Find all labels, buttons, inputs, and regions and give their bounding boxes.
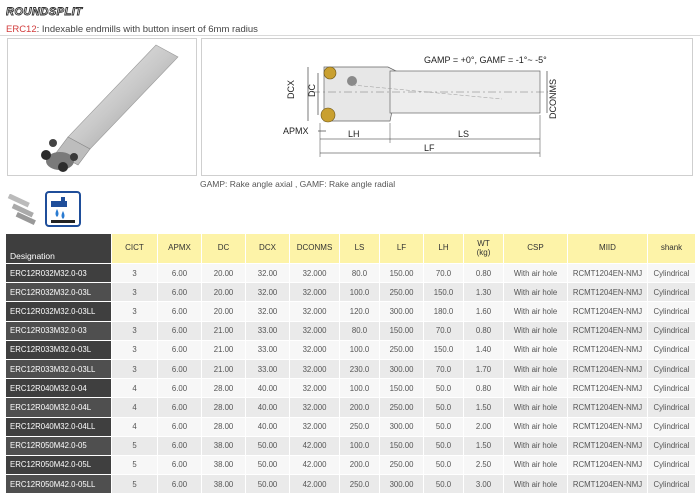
table-cell: 6.00 [158,417,202,436]
column-header: LS [340,234,380,264]
column-header: CICT [112,234,158,264]
table-cell: 50.00 [246,475,290,494]
table-cell: 6.00 [158,321,202,340]
table-cell: 6.00 [158,359,202,378]
product-photo [7,38,197,176]
table-cell: 150.0 [424,340,464,359]
table-cell: 28.00 [202,379,246,398]
table-cell: 200.0 [340,398,380,417]
table-cell: 120.0 [340,302,380,321]
table-cell: RCMT1204EN-NMJ [568,475,648,494]
table-row [6,283,696,302]
designation-cell: ERC12R050M42.0-05LL [6,475,112,494]
table-cell: With air hole [504,455,568,474]
table-cell: 6.00 [158,455,202,474]
designation-cell: ERC12R050M42.0-05 [6,436,112,455]
table-cell: 42.000 [290,475,340,494]
table-cell: 6.00 [158,264,202,283]
table-cell: 1.60 [464,302,504,321]
designation-cell: ERC12R033M32.0-03L [6,340,112,359]
coolant-faucet-icon [45,191,81,227]
column-header: LF [380,234,424,264]
table-cell: 4 [112,398,158,417]
table-cell: 28.00 [202,398,246,417]
table-cell: 32.000 [290,379,340,398]
table-cell: 38.00 [202,455,246,474]
column-header: WT (kg) [464,234,504,264]
table-cell: 1.40 [464,340,504,359]
table-cell: 6.00 [158,283,202,302]
table-cell: 0.80 [464,321,504,340]
table-header-row [6,234,696,264]
table-cell: 3 [112,321,158,340]
table-cell: 32.00 [246,302,290,321]
table-cell: 6.00 [158,436,202,455]
table-cell: With air hole [504,359,568,378]
table-cell: 6.00 [158,475,202,494]
table-cell: 50.0 [424,379,464,398]
table-cell: 230.0 [340,359,380,378]
table-body [6,264,696,494]
table-cell: 250.00 [380,455,424,474]
table-cell: 2.50 [464,455,504,474]
table-cell: 70.0 [424,321,464,340]
table-cell: 50.0 [424,455,464,474]
table-cell: 1.30 [464,283,504,302]
table-cell: 100.0 [340,340,380,359]
table-cell: 32.000 [290,283,340,302]
table-cell: Cylindrical [648,359,696,378]
table-cell: Cylindrical [648,302,696,321]
table-cell: RCMT1204EN-NMJ [568,379,648,398]
table-cell: Cylindrical [648,417,696,436]
header-divider [0,35,700,36]
table-cell: 300.00 [380,359,424,378]
endmill-photo [8,39,196,175]
milling-tools-icon [6,194,40,226]
product-description: : Indexable endmills with button insert of 6mm radius [36,24,258,35]
table-cell: 40.00 [246,398,290,417]
table-cell: 4 [112,417,158,436]
table-cell: 32.000 [290,398,340,417]
table-cell: 6.00 [158,302,202,321]
table-cell: 38.00 [202,436,246,455]
table-cell: 3 [112,359,158,378]
table-cell: 0.80 [464,379,504,398]
table-row [6,398,696,417]
table-cell: 5 [112,455,158,474]
angle-note: GAMP = +0°, GAMF = -1°~ -5° [424,55,547,65]
table-cell: 50.0 [424,475,464,494]
table-cell: 28.00 [202,417,246,436]
table-cell: 32.000 [290,417,340,436]
technical-drawing [201,38,693,176]
table-cell: 1.50 [464,436,504,455]
table-cell: 3.00 [464,475,504,494]
table-cell: 100.0 [340,283,380,302]
table-cell: 33.00 [246,340,290,359]
table-cell: 5 [112,475,158,494]
table-cell: 250.00 [380,398,424,417]
table-cell: With air hole [504,283,568,302]
table-cell: With air hole [504,321,568,340]
table-cell: 50.0 [424,398,464,417]
table-row [6,264,696,283]
table-cell: 1.70 [464,359,504,378]
designation-cell: ERC12R033M32.0-03LL [6,359,112,378]
table-cell: Cylindrical [648,264,696,283]
apmx-label: APMX [283,126,309,136]
table-cell: 6.00 [158,379,202,398]
svg-text:ROUNDSPLIT: ROUNDSPLIT [6,6,83,17]
designation-cell: ERC12R032M32.0-03L [6,283,112,302]
table-cell: RCMT1204EN-NMJ [568,264,648,283]
table-cell: 3 [112,264,158,283]
table-cell: 150.00 [380,264,424,283]
designation-cell: ERC12R032M32.0-03LL [6,302,112,321]
column-header: CSP [504,234,568,264]
table-cell: 3 [112,340,158,359]
table-cell: 40.00 [246,417,290,436]
table-cell: 3 [112,302,158,321]
column-header: LH [424,234,464,264]
table-cell: 32.000 [290,340,340,359]
designation-cell: ERC12R040M32.0-04LL [6,417,112,436]
column-header: DCX [246,234,290,264]
table-row [6,302,696,321]
roundsplit-logo [6,5,136,17]
table-cell: 3 [112,283,158,302]
table-cell: RCMT1204EN-NMJ [568,359,648,378]
table-cell: 250.0 [340,475,380,494]
designation-cell: ERC12R033M32.0-03 [6,321,112,340]
designation-cell: ERC12R040M32.0-04 [6,379,112,398]
column-header: DC [202,234,246,264]
designation-cell: ERC12R032M32.0-03 [6,264,112,283]
table-cell: 6.00 [158,340,202,359]
table-cell: 33.00 [246,321,290,340]
table-cell: 38.00 [202,475,246,494]
table-cell: With air hole [504,379,568,398]
table-cell: 33.00 [246,359,290,378]
table-row [6,321,696,340]
table-row [6,475,696,494]
ls-label: LS [458,129,470,139]
table-cell: 250.0 [340,417,380,436]
table-cell: 300.00 [380,417,424,436]
table-cell: 150.00 [380,436,424,455]
table-cell: 1.50 [464,398,504,417]
table-cell: Cylindrical [648,321,696,340]
designation-cell: ERC12R050M42.0-05L [6,455,112,474]
table-cell: RCMT1204EN-NMJ [568,321,648,340]
table-cell: 50.00 [246,455,290,474]
table-cell: 50.0 [424,417,464,436]
product-code: ERC12 [6,24,37,35]
table-row [6,340,696,359]
table-cell: With air hole [504,264,568,283]
table-cell: RCMT1204EN-NMJ [568,302,648,321]
table-row [6,436,696,455]
column-header: DCONMS [290,234,340,264]
table-cell: 150.00 [380,379,424,398]
table-cell: 2.00 [464,417,504,436]
table-cell: 50.0 [424,436,464,455]
table-cell: 70.0 [424,359,464,378]
product-subtitle [6,24,258,35]
table-cell: 300.00 [380,302,424,321]
table-cell: RCMT1204EN-NMJ [568,436,648,455]
table-row [6,455,696,474]
column-header: Designation [6,234,112,264]
table-cell: Cylindrical [648,379,696,398]
table-cell: 180.0 [424,302,464,321]
table-cell: Cylindrical [648,398,696,417]
table-cell: Cylindrical [648,455,696,474]
table-cell: 150.00 [380,321,424,340]
table-cell: 42.000 [290,436,340,455]
designation-cell: ERC12R040M32.0-04L [6,398,112,417]
table-cell: 40.00 [246,379,290,398]
table-row [6,379,696,398]
table-cell: Cylindrical [648,340,696,359]
table-cell: 32.000 [290,321,340,340]
table-cell: 0.80 [464,264,504,283]
dc-label: DC [307,84,317,97]
table-cell: RCMT1204EN-NMJ [568,283,648,302]
table-cell: With air hole [504,475,568,494]
table-cell: 32.000 [290,264,340,283]
table-cell: 20.00 [202,283,246,302]
table-row [6,417,696,436]
spec-table [5,233,696,494]
table-cell: 32.00 [246,283,290,302]
table-cell: 32.00 [246,264,290,283]
table-cell: With air hole [504,417,568,436]
dimension-diagram [202,39,692,175]
table-cell: With air hole [504,398,568,417]
table-cell: 42.000 [290,455,340,474]
table-cell: 100.0 [340,379,380,398]
column-header: APMX [158,234,202,264]
table-cell: 32.000 [290,302,340,321]
table-cell: 21.00 [202,359,246,378]
table-cell: With air hole [504,302,568,321]
table-cell: With air hole [504,436,568,455]
dcx-label: DCX [286,79,296,99]
table-cell: With air hole [504,340,568,359]
table-cell: 300.00 [380,475,424,494]
table-cell: 20.00 [202,264,246,283]
table-cell: 200.0 [340,455,380,474]
table-cell: 100.0 [340,436,380,455]
table-cell: 80.0 [340,264,380,283]
table-cell: RCMT1204EN-NMJ [568,340,648,359]
table-cell: 6.00 [158,398,202,417]
table-cell: Cylindrical [648,436,696,455]
dconms-label: DCONMS [548,79,558,119]
table-cell: RCMT1204EN-NMJ [568,398,648,417]
table-cell: 21.00 [202,340,246,359]
table-cell: 4 [112,379,158,398]
table-row [6,359,696,378]
table-cell: Cylindrical [648,283,696,302]
table-cell: 250.00 [380,283,424,302]
rake-angle-caption: GAMP: Rake angle axial , GAMF: Rake angle radial [200,179,396,189]
table-cell: 20.00 [202,302,246,321]
table-cell: 80.0 [340,321,380,340]
lh-label: LH [348,129,360,139]
column-header: shank [648,234,696,264]
table-cell: 21.00 [202,321,246,340]
table-cell: 50.00 [246,436,290,455]
table-cell: 32.000 [290,359,340,378]
column-header: MIID [568,234,648,264]
table-cell: Cylindrical [648,475,696,494]
table-cell: 70.0 [424,264,464,283]
table-cell: 150.0 [424,283,464,302]
table-cell: 5 [112,436,158,455]
table-cell: RCMT1204EN-NMJ [568,417,648,436]
lf-label: LF [424,143,435,153]
table-cell: 250.00 [380,340,424,359]
table-cell: RCMT1204EN-NMJ [568,455,648,474]
